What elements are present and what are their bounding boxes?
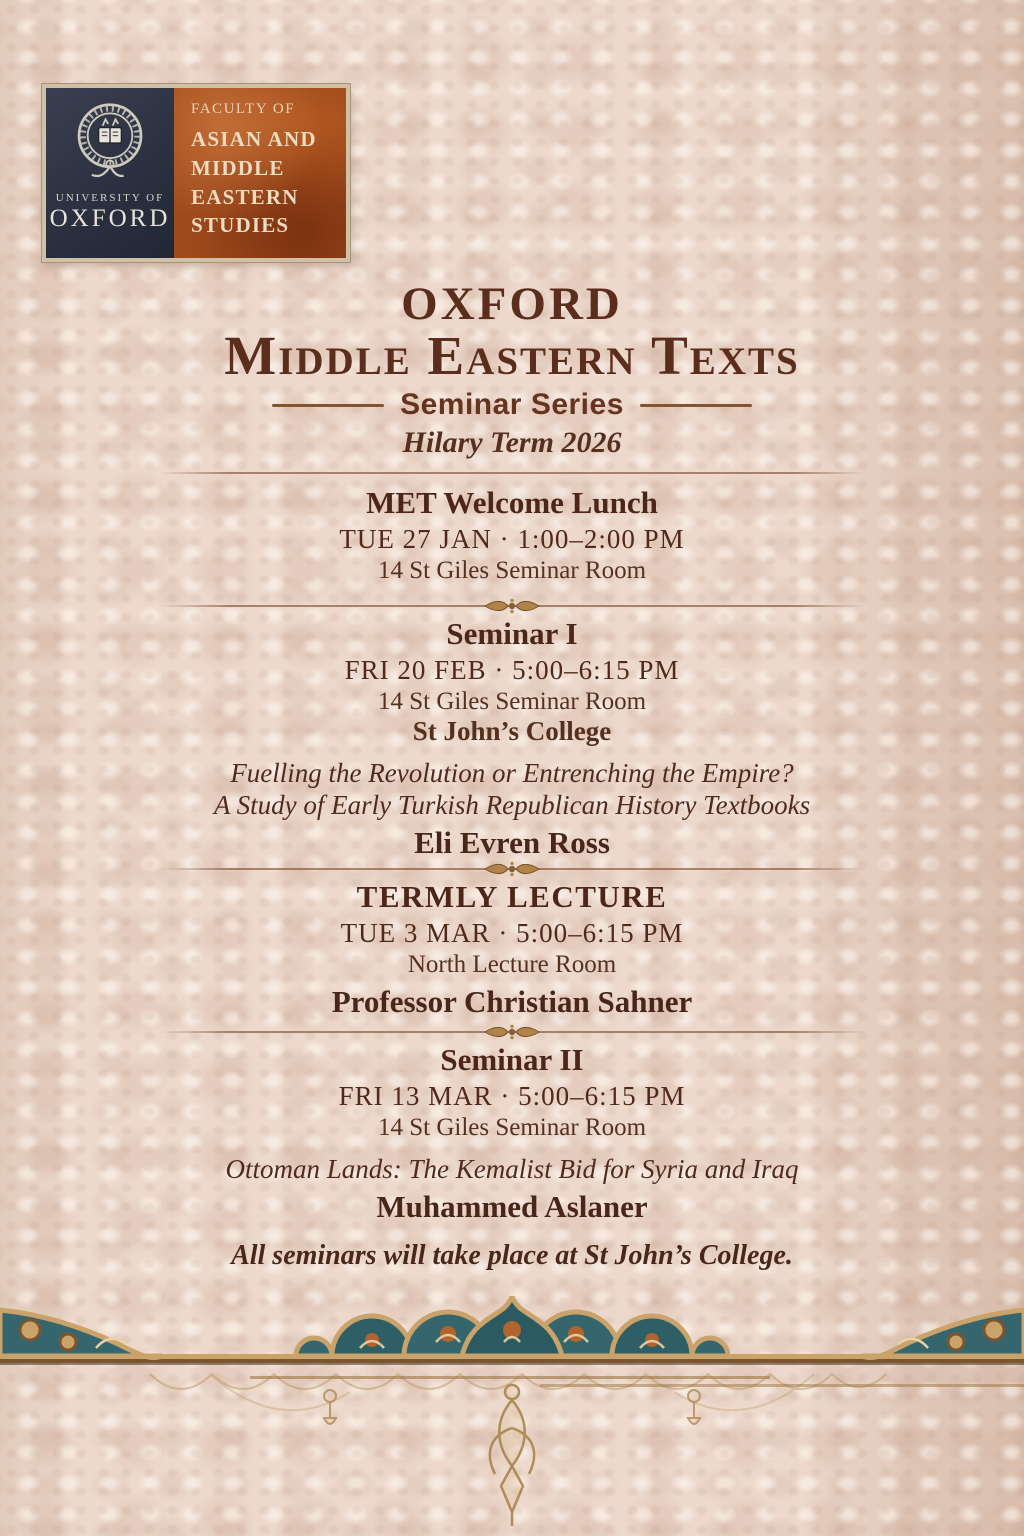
logo-dept-line1: ASIAN AND <box>191 127 317 151</box>
event-heading: Seminar I <box>446 616 578 651</box>
fleuron-icon <box>481 1023 543 1041</box>
logo-dept-line2: MIDDLE <box>191 155 285 180</box>
paper-title-line1: Fuelling the Revolution or Entrenching the Empire? <box>230 758 794 788</box>
event-heading: Seminar II <box>440 1042 584 1077</box>
event-termly-lecture <box>0 880 1024 1019</box>
logo-dept-line3: EASTERN <box>191 184 299 209</box>
series-rule-left <box>272 404 384 407</box>
event-heading: MET Welcome Lunch <box>366 485 658 520</box>
speaker-name: Muhammed Aslaner <box>376 1189 648 1224</box>
event-venue: North Lecture Room <box>407 951 617 978</box>
logo-oxford: OXFORD <box>49 205 171 232</box>
paper-title-line2: A Study of Early Turkish Republican History Textbooks <box>213 790 811 820</box>
event-venue-college: St John’s College <box>412 716 612 746</box>
series-row <box>0 388 1024 422</box>
footer-note: All seminars will take place at St John’s College. <box>231 1240 793 1271</box>
speaker-name: Eli Evren Ross <box>414 825 610 860</box>
event-seminar-1 <box>0 617 1024 860</box>
paper-title-line1: Ottoman Lands: The Kemalist Bid for Syria and Iraq <box>225 1154 799 1184</box>
series-rule-right <box>640 404 752 407</box>
series-label: Seminar Series <box>400 388 624 421</box>
fleuron-icon <box>481 597 543 615</box>
fleuron-icon <box>481 860 543 878</box>
event-datetime: TUE 3 MAR · 5:00–6:15 PM <box>340 918 684 948</box>
event-venue: 14 St Giles Seminar Room <box>377 688 647 715</box>
divider-plain <box>159 472 865 474</box>
ornament-border <box>0 1296 1024 1536</box>
event-datetime: FRI 13 MAR · 5:00–6:15 PM <box>338 1081 686 1111</box>
event-heading: TERMLY LECTURE <box>356 879 668 914</box>
event-venue: 14 St Giles Seminar Room <box>377 1114 647 1141</box>
title-middle-eastern-texts: Middle Eastern Texts <box>224 325 800 386</box>
event-welcome-lunch <box>0 486 1024 585</box>
logo-dept-line4: STUDIES <box>191 213 290 238</box>
title-oxford: OXFORD <box>401 278 623 330</box>
event-datetime: TUE 27 JAN · 1:00–2:00 PM <box>339 524 685 554</box>
event-datetime: FRI 20 FEB · 5:00–6:15 PM <box>344 655 680 685</box>
logo-faculty-of: FACULTY OF <box>191 101 296 117</box>
divider-fleuron <box>159 605 865 607</box>
divider-fleuron <box>159 868 865 870</box>
divider-fleuron <box>159 1031 865 1033</box>
logo-university-of: UNIVERSITY OF <box>55 192 165 204</box>
event-venue: 14 St Giles Seminar Room <box>377 557 647 584</box>
event-seminar-2 <box>0 1043 1024 1224</box>
speaker-name: Professor Christian Sahner <box>331 984 693 1019</box>
term-label: Hilary Term 2026 <box>402 426 622 459</box>
